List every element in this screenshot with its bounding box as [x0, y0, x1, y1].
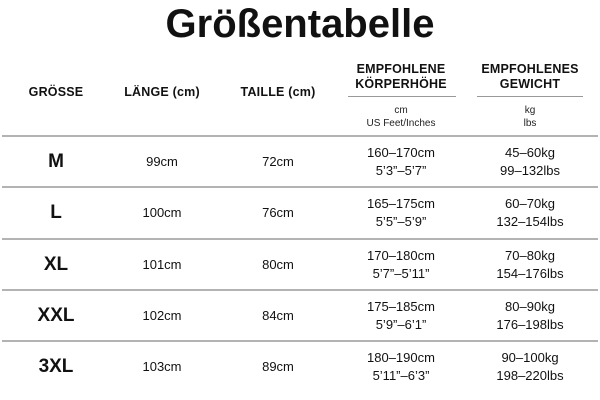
header-weight-unit-lbs: lbs — [523, 118, 537, 129]
height-cm: 175–185cm — [367, 299, 435, 314]
height-us: 5’9”–6’1” — [375, 317, 427, 332]
header-height-unit-cm: cm — [394, 105, 408, 116]
waist-cell: 72cm — [262, 154, 294, 169]
weight-lbs: 99–132lbs — [500, 163, 560, 178]
height-cell — [345, 292, 457, 340]
length-cell: 99cm — [146, 154, 178, 169]
header-size: GRÖSSE — [28, 85, 84, 99]
weight-lbs: 132–154lbs — [496, 214, 564, 229]
table-row-m — [0, 138, 600, 186]
height-us: 5’3”–5’7” — [375, 163, 427, 178]
header-weight-line1: EMPFOHLENES — [481, 62, 579, 76]
height-cm: 170–180cm — [367, 248, 435, 263]
height-cell — [345, 189, 457, 237]
weight-lbs: 198–220lbs — [496, 368, 564, 383]
size-cell: 3XL — [38, 356, 74, 377]
weight-kg: 90–100kg — [501, 350, 559, 365]
waist-cell: 76cm — [262, 205, 294, 220]
header-length: LÄNGE (cm) — [124, 85, 200, 99]
height-us: 5’5”–5’9” — [375, 214, 427, 229]
row-divider — [2, 238, 598, 240]
size-cell: XL — [43, 254, 69, 275]
length-cell: 103cm — [142, 359, 182, 374]
weight-kg: 70–80kg — [505, 248, 555, 263]
height-cell — [345, 343, 457, 391]
header-waist: TAILLE (cm) — [240, 85, 316, 99]
table-row-xl — [0, 241, 600, 289]
height-cell — [345, 138, 457, 186]
header-weight-line2: GEWICHT — [499, 77, 561, 91]
height-us: 5’11”–6’3” — [372, 368, 430, 383]
table-row-xxl — [0, 292, 600, 340]
length-cell: 100cm — [142, 205, 182, 220]
weight-cell — [474, 292, 586, 340]
size-cell: M — [48, 151, 64, 172]
header-weight-unit-kg: kg — [524, 105, 536, 116]
weight-cell — [474, 138, 586, 186]
weight-cell — [474, 189, 586, 237]
height-cm: 160–170cm — [367, 145, 435, 160]
height-cm: 180–190cm — [367, 350, 435, 365]
header-height-line2: KÖRPERHÖHE — [355, 77, 447, 91]
header-height-underline — [348, 96, 456, 97]
waist-cell: 84cm — [262, 308, 294, 323]
size-cell: L — [50, 202, 62, 223]
waist-cell: 80cm — [262, 257, 294, 272]
weight-kg: 80–90kg — [505, 299, 555, 314]
weight-kg: 45–60kg — [505, 145, 555, 160]
table-row-3xl — [0, 343, 600, 391]
row-divider — [2, 340, 598, 342]
waist-cell: 89cm — [262, 359, 294, 374]
height-us: 5’7”–5’11” — [372, 266, 430, 281]
row-divider — [2, 186, 598, 188]
height-cm: 165–175cm — [367, 196, 435, 211]
height-cell — [345, 241, 457, 289]
weight-cell — [474, 343, 586, 391]
weight-lbs: 176–198lbs — [496, 317, 564, 332]
page-title: Größentabelle — [165, 2, 435, 46]
weight-cell — [474, 241, 586, 289]
size-cell: XXL — [37, 305, 75, 326]
row-divider — [2, 135, 598, 137]
weight-lbs: 154–176lbs — [496, 266, 564, 281]
header-height-line1: EMPFOHLENE — [356, 62, 446, 76]
row-divider — [2, 289, 598, 291]
weight-kg: 60–70kg — [505, 196, 555, 211]
header-weight-underline — [477, 96, 583, 97]
table-row-l — [0, 189, 600, 237]
length-cell: 102cm — [142, 308, 182, 323]
header-height-unit-us: US Feet/Inches — [366, 118, 436, 129]
length-cell: 101cm — [142, 257, 182, 272]
